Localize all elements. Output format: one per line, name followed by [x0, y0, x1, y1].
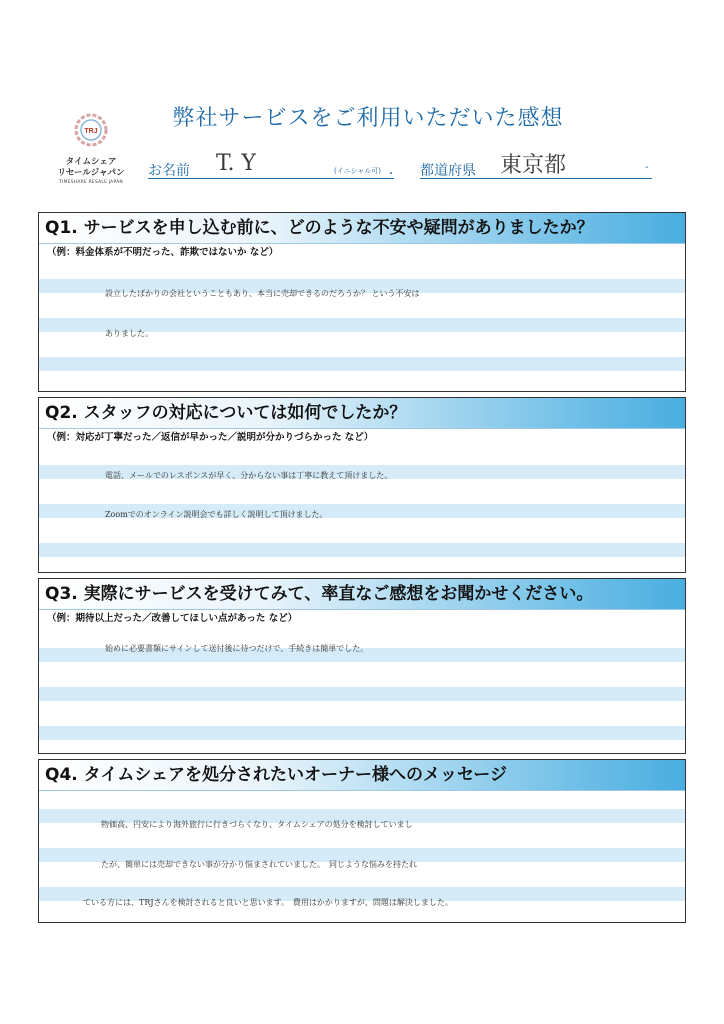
answer-2 [39, 447, 685, 573]
logo-line-3: TIMESHARE RESALE JAPAN [59, 180, 123, 185]
logo-line-1: タイムシェア [65, 157, 117, 167]
prefecture-label: 都道府県 [420, 163, 476, 179]
name-underline [148, 178, 394, 179]
answer-4-line-3: ている方には、TRJさんを検討されると良いと思います。 費用はかかりますが、問題は解決しました。 [83, 898, 453, 907]
prefecture-value: 東京都 [500, 153, 567, 178]
question-card-4 [38, 759, 686, 923]
question-2-example: （例：対応が丁寧だった／返信が早かった／説明が分かりづらかった など） [39, 429, 685, 447]
answer-4 [39, 791, 685, 923]
answer-1-line-1: 設立したばかりの会社ということもあり、本当に売却できるのだろうか？ という不安は [105, 289, 420, 298]
page-title: 弊社サービスをご利用いただいた感想 [172, 106, 564, 131]
name-label: お名前 [148, 163, 190, 179]
prefecture-dash: - [645, 162, 649, 173]
question-3-example: （例：期待以上だった／改善してほしい点があった など） [39, 610, 685, 628]
prefecture-underline [420, 178, 652, 179]
question-card-2 [38, 397, 686, 573]
answer-2-line-1: 電話、メールでのレスポンスが早く、分からない事は丁寧に教えて頂けました。 [105, 471, 393, 480]
question-3-heading: Q3. 実際にサービスを受けてみて、率直なご感想をお聞かせください。 [39, 579, 685, 610]
answer-1-line-2: ありました。 [105, 329, 153, 338]
answer-3-line-1: 始めに必要書類にサインして送付後に待つだけで、手続きは簡単でした。 [105, 644, 369, 653]
answer-1 [39, 262, 685, 392]
name-dot: ・ [386, 169, 396, 180]
question-1-heading: Q1. サービスを申し込む前に、どのような不安や疑問がありましたか？ [39, 213, 685, 244]
answer-3 [39, 628, 685, 754]
name-value: T. Y [216, 151, 256, 176]
logo-line-2: リセールジャパン [57, 168, 125, 178]
question-card-3 [38, 578, 686, 754]
logo-emblem [74, 113, 108, 147]
question-2-heading: Q2. スタッフの対応については如何でしたか？ [39, 398, 685, 429]
logo-mark-text: TRJ [84, 128, 98, 135]
answer-2-line-2: Zoomでのオンライン説明会でも詳しく説明して頂けました。 [105, 510, 328, 519]
company-logo [48, 113, 134, 187]
question-1-example: （例：料金体系が不明だった、詐欺ではないか など） [39, 244, 685, 262]
answer-4-line-1: 物価高、円安により海外旅行に行きづらくなり、タイムシェアの処分を検討していまし [101, 820, 413, 829]
name-note: (イニシャル可) [334, 167, 382, 175]
answer-4-line-2: たが、簡単には売却できない事が分かり悩まされていました。 同じような悩みを持たれ [101, 860, 417, 869]
question-4-heading: Q4. タイムシェアを処分されたいオーナー様へのメッセージ [39, 760, 685, 791]
question-card-1 [38, 212, 686, 392]
